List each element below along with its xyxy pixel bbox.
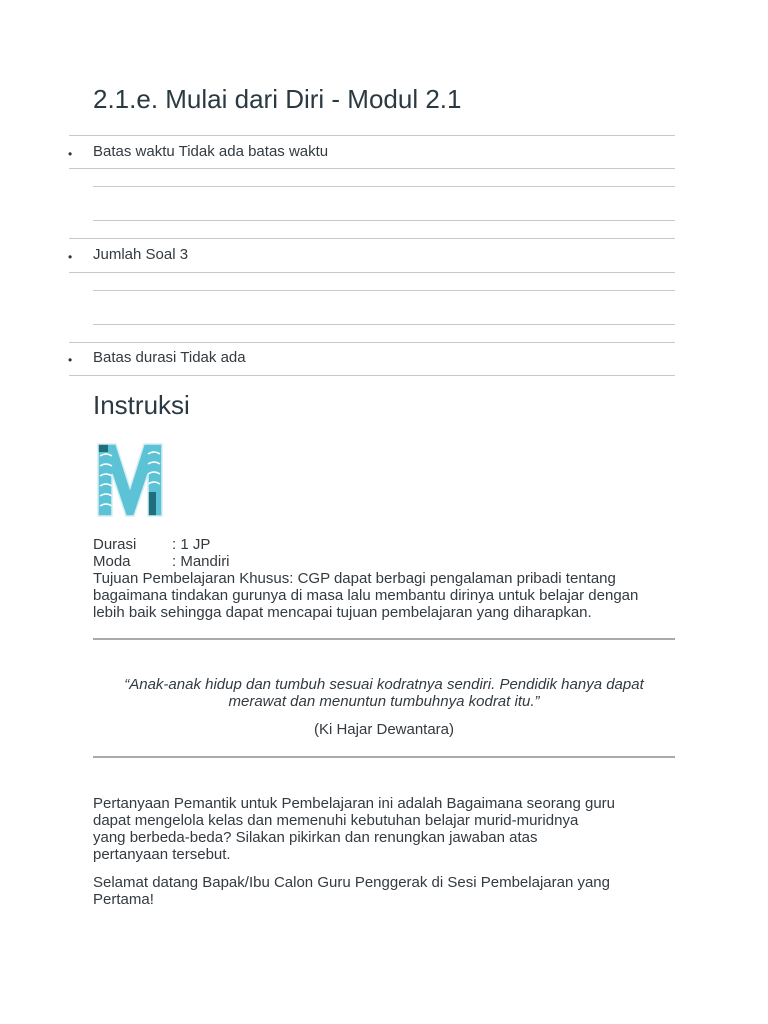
letter-m-logo-icon bbox=[94, 440, 166, 520]
mode-label: Moda bbox=[93, 553, 131, 570]
objective-line: lebih baik sehingga dapat mencapai tujuan pembelajaran yang diharapkan. bbox=[93, 604, 592, 621]
page-title: 2.1.e. Mulai dari Diri - Modul 2.1 bbox=[93, 84, 462, 114]
duration-label: Durasi bbox=[93, 536, 137, 553]
quote-text bbox=[100, 676, 668, 710]
welcome-paragraph bbox=[93, 874, 693, 908]
paragraph-line: Selamat datang Bapak/Ibu Calon Guru Penggerak di Sesi Pembelajaran yang bbox=[93, 874, 610, 891]
divider bbox=[69, 135, 675, 136]
divider bbox=[93, 186, 675, 187]
mode-row bbox=[93, 553, 683, 570]
divider bbox=[69, 238, 675, 239]
objective-line: Tujuan Pembelajaran Khusus: CGP dapat berbagi pengalaman pribadi tentang bbox=[93, 570, 616, 587]
divider bbox=[69, 168, 675, 169]
quote-line: “Anak-anak hidup dan tumbuh sesuai kodratnya sendiri. Pendidik hanya dapat bbox=[124, 676, 644, 693]
divider bbox=[69, 342, 675, 343]
bullet-icon: • bbox=[68, 147, 73, 161]
bullet-icon: • bbox=[68, 353, 73, 367]
quote-top-divider bbox=[93, 638, 675, 640]
quote-author: (Ki Hajar Dewantara) bbox=[313, 721, 455, 738]
duration-row bbox=[93, 536, 683, 553]
bullet-icon: • bbox=[68, 250, 73, 264]
module-info bbox=[93, 536, 683, 621]
trigger-question-paragraph bbox=[93, 795, 693, 863]
divider bbox=[93, 220, 675, 221]
meta-duration-limit: Batas durasi Tidak ada bbox=[93, 349, 246, 366]
paragraph-line: pertanyaan tersebut. bbox=[93, 846, 231, 863]
divider bbox=[69, 272, 675, 273]
duration-value: : 1 JP bbox=[172, 536, 211, 553]
paragraph-line: Pertama! bbox=[93, 891, 154, 908]
meta-time-limit: Batas waktu Tidak ada batas waktu bbox=[93, 143, 329, 160]
divider bbox=[93, 290, 675, 291]
divider bbox=[93, 324, 675, 325]
quote-line: merawat dan menuntun tumbuhnya kodrat itu.” bbox=[228, 693, 540, 710]
quote-bottom-divider bbox=[93, 756, 675, 758]
paragraph-line: dapat mengelola kelas dan memenuhi kebutuhan belajar murid-muridnya bbox=[93, 812, 579, 829]
instructions-heading: Instruksi bbox=[93, 390, 190, 420]
paragraph-line: yang berbeda-beda? Silakan pikirkan dan renungkan jawaban atas bbox=[93, 829, 538, 846]
objective-line: bagaimana tindakan gurunya di masa lalu membantu dirinya untuk belajar dengan bbox=[93, 587, 639, 604]
divider bbox=[69, 375, 675, 376]
mode-value: : Mandiri bbox=[172, 553, 230, 570]
paragraph-line: Pertanyaan Pemantik untuk Pembelajaran ini adalah Bagaimana seorang guru bbox=[93, 795, 616, 812]
meta-question-count: Jumlah Soal 3 bbox=[93, 246, 189, 263]
